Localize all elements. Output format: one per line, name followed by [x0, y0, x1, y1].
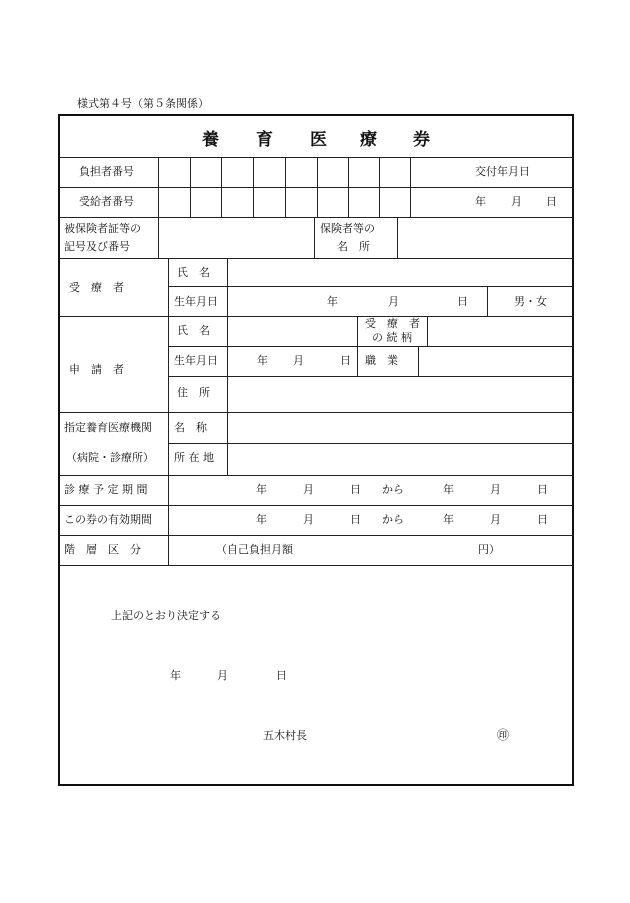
label-patient-dob: 生年月日	[174, 295, 218, 308]
patient-sex: 男・女	[514, 295, 547, 308]
period-year: 年	[443, 513, 454, 526]
cell-divider	[314, 217, 315, 258]
issue-date-year: 年	[475, 195, 486, 208]
box-divider	[285, 157, 286, 217]
box-divider	[348, 157, 349, 217]
label-recipient-number: 受給者番号	[79, 195, 134, 208]
box-divider	[253, 157, 254, 217]
box-divider	[158, 157, 159, 217]
label-insured-line1: 被保険者証等の	[64, 222, 141, 235]
row-line	[59, 505, 574, 506]
seal-mark: ㊞	[497, 728, 510, 742]
period-year: 年	[256, 483, 267, 496]
period-from: から	[382, 513, 404, 526]
row-line	[168, 376, 574, 377]
period-from: から	[382, 483, 404, 496]
label-relation-line2: の 続 柄	[372, 331, 412, 344]
period-day: 日	[537, 483, 548, 496]
label-institution-location: 所 在 地	[174, 451, 214, 464]
row-line	[59, 217, 574, 218]
period-day: 日	[537, 513, 548, 526]
patient-dob-month: 月	[388, 295, 399, 308]
decision-day: 日	[276, 669, 287, 682]
cell-divider	[168, 475, 169, 565]
period-day: 日	[350, 483, 361, 496]
label-insurer-line1: 保険者等の	[320, 222, 375, 235]
issue-date-month: 月	[511, 195, 522, 208]
label-institution-name: 名 称	[174, 421, 207, 434]
label-patient-name: 氏 名	[177, 266, 210, 279]
label-institution-line2: （病院・診療所）	[66, 451, 154, 464]
cell-divider	[168, 258, 169, 475]
title-char: 券	[413, 130, 430, 150]
patient-dob-day: 日	[457, 295, 468, 308]
issue-date-day: 日	[546, 195, 557, 208]
title-char: 医	[310, 130, 327, 150]
cell-divider	[427, 316, 428, 346]
decision-text: 上記のとおり決定する	[111, 609, 221, 622]
cell-divider	[158, 217, 159, 258]
row-line	[59, 535, 574, 536]
label-applicant-name: 氏 名	[177, 324, 210, 337]
form-title	[60, 125, 574, 149]
label-issue-date: 交付年月日	[475, 165, 530, 178]
self-pay-unit: 円）	[478, 543, 500, 556]
self-pay-label: （自己負担月額	[216, 543, 293, 556]
applicant-dob-year: 年	[257, 354, 268, 367]
form-frame	[58, 114, 574, 786]
mayor-title: 五木村長	[263, 729, 307, 742]
cell-divider	[418, 346, 419, 376]
row-line	[168, 346, 574, 347]
label-occupation: 職 業	[365, 354, 398, 367]
decision-year: 年	[170, 669, 181, 682]
cell-divider	[227, 258, 228, 475]
period-month: 月	[303, 483, 314, 496]
form-number: 様式第４号（第５条関係）	[77, 97, 209, 110]
period-month: 月	[490, 483, 501, 496]
period-year: 年	[443, 483, 454, 496]
label-institution-line1: 指定養育医療機関	[64, 421, 152, 434]
period-month: 月	[490, 513, 501, 526]
title-char: 育	[256, 130, 273, 150]
row-line	[168, 443, 574, 444]
patient-dob-year: 年	[327, 295, 338, 308]
label-applicant-dob: 生年月日	[174, 354, 218, 367]
box-divider	[190, 157, 191, 217]
label-relation-line1: 受 療 者	[365, 317, 420, 330]
title-char: 養	[202, 130, 219, 150]
box-divider	[317, 157, 318, 217]
cell-divider	[357, 316, 358, 376]
applicant-dob-day: 日	[340, 354, 351, 367]
row-line	[59, 565, 574, 566]
label-burden-number: 負担者番号	[79, 165, 134, 178]
box-divider	[221, 157, 222, 217]
cell-divider	[397, 217, 398, 258]
row-line	[59, 475, 574, 476]
row-line	[59, 258, 574, 259]
period-day: 日	[350, 513, 361, 526]
decision-month: 月	[217, 669, 228, 682]
label-validity-period: この券の有効期間	[64, 513, 152, 526]
row-line	[59, 316, 574, 317]
row-line	[59, 412, 574, 413]
box-divider	[379, 157, 380, 217]
label-treatment-period: 診 療 予 定 期 間	[64, 483, 148, 496]
period-month: 月	[303, 513, 314, 526]
cell-divider	[487, 286, 488, 316]
period-year: 年	[256, 513, 267, 526]
label-tier: 階 層 区 分	[64, 543, 141, 556]
box-divider	[410, 157, 411, 217]
label-insured-line2: 記号及び番号	[64, 240, 130, 253]
label-patient: 受 療 者	[69, 281, 124, 294]
title-char: 療	[360, 130, 377, 150]
applicant-dob-month: 月	[293, 354, 304, 367]
row-line	[168, 286, 574, 287]
label-applicant: 申 請 者	[69, 363, 124, 376]
label-insurer-line2: 名 所	[337, 240, 370, 253]
label-address: 住 所	[177, 386, 210, 399]
